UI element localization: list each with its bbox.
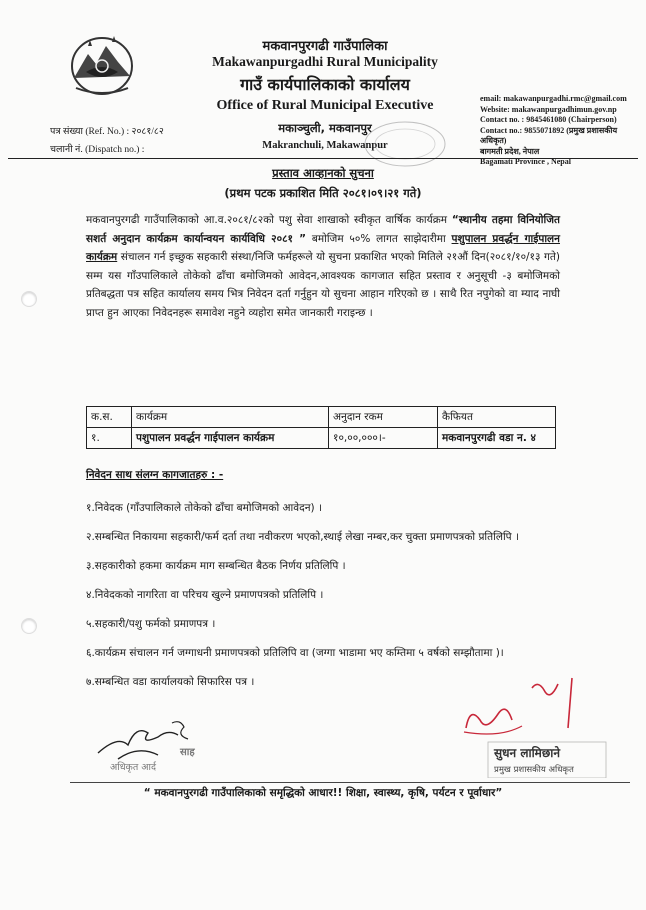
nepal-emblem-icon	[66, 32, 138, 98]
table-header: अनुदान रकम	[329, 407, 438, 428]
list-item: ४.निवेदकको नागरिता वा परिचय खुल्ने प्रमाणपत्रको प्रतिलिपि ।	[86, 589, 324, 601]
location-en: Makranchuli, Makawanpur	[262, 140, 388, 151]
list-item: ३.सहकारीको हकमा कार्यक्रम माग सम्बन्धित बैठक निर्णय प्रतिलिपि ।	[86, 560, 346, 572]
body-part-2: बमोजिम ५०% लागत साझेदारीमा	[306, 232, 452, 245]
location-np: मकाञ्चुली, मकवानपुर	[278, 121, 372, 135]
right-sign-title: प्रमुख प्रशासकीय अधिकृत	[494, 765, 574, 775]
body-part-3: संचालन गर्न इच्छुक सहकारी संस्था/निजि फर्महरूले यो सुचना प्रकाशित भएको मितिले २१औं दिन(२०८१/१०/१३ गते) सम्म यस गाँउपालिकाले तोकेको ढाँचा बमोजिमको आवेदन,आवश्यक कागजात सहित प्रस्ताव र अनुसूची -३ बमोजिमको प्रतिबद्धता पत्र सहित कार्यालय समय भित्र निवेदन दर्ता गर्नुहुन यो सुचना आहान गरिएको छ । साथै रित नपुगेको वा म्याद नाघी प्राप्त हुन आएका निवेदनहरू समावेश नहुने व्यहोरा समेत जानकारी गराइन्छ ।	[86, 251, 560, 319]
left-stamp-line1: साह	[180, 747, 195, 758]
punch-hole-bottom	[21, 618, 37, 634]
footer-slogan: “ मकवानपुरगढी गाउँपालिकाको समृद्धिको आधार!! शिक्षा, स्वास्थ्य, कृषि, पर्यटन र पूर्वाधार”	[143, 787, 503, 799]
table-row	[87, 428, 556, 449]
contact-block	[480, 94, 640, 168]
email-text: email: makawanpurgadhi.rmc@gmail.com	[480, 94, 627, 103]
province-en: Bagamati Province , Nepal	[480, 157, 571, 166]
contact-cao: Contact no.: 9855071892 (प्रमुख प्रशासकीय अधिकृत)	[480, 125, 618, 145]
table-cell: १.	[87, 428, 132, 449]
municipality-name-np: मकवानपुरगढी गाउँपालिका	[262, 39, 388, 54]
program-table	[86, 406, 556, 449]
list-item: ६.कार्यक्रम संचालन गर्न जग्गाधनी प्रमाणपत्रको प्रतिलिपि वा (जग्गा भाडामा भए कम्तिमा ५ वर्षको सम्झौतामा )।	[86, 647, 504, 659]
table-cell: मकवानपुरगढी वडा न. ४	[438, 428, 556, 449]
table-header: कार्यक्रम	[132, 407, 329, 428]
notice-body	[86, 211, 560, 323]
right-sign-name: सुधन लामिछाने	[494, 746, 561, 760]
table-cell: पशुपालन प्रवर्द्धन गाईपालन कार्यक्रम	[132, 428, 329, 449]
attachments-heading: निवेदन साथ संलग्न कागजातहरु : -	[86, 469, 224, 481]
list-item: ५.सहकारी/पशु फर्मको प्रमाणपत्र ।	[86, 618, 216, 630]
notice-title: प्रस्ताव आव्हानको सुचना	[272, 166, 374, 180]
right-signature-icon	[440, 668, 610, 778]
list-item: १.निवेदक (गाँउपालिकाले तोकेको ढाँचा बमोजिमको आवेदन) ।	[86, 502, 322, 514]
website-text: Website: makawanpurgadhimun.gov.np	[480, 104, 617, 114]
office-name-np: गाउँ कार्यपालिकाको कार्यालय	[240, 75, 410, 94]
province-np: बागमती प्रदेश, नेपाल	[480, 146, 540, 156]
round-stamp-icon	[360, 118, 450, 170]
body-program-name: पशुपालन प्रवर्द्धन गाईपालन कार्यक्रम	[86, 232, 560, 264]
footer-divider	[70, 782, 630, 783]
municipality-name-en: Makawanpurgadhi Rural Municipality	[212, 54, 438, 69]
table-header-row	[87, 407, 556, 428]
ref-number: पत्र संख्या (Ref. No.) : २०८१/८२	[50, 127, 164, 137]
left-stamp-line2: अधिकृत आर्द	[110, 762, 157, 773]
dispatch-number: चलानी नं. (Dispatch no.) :	[50, 145, 145, 155]
office-name-en: Office of Rural Municipal Executive	[216, 98, 434, 113]
body-procedure-title: “स्थानीय तहमा विनियोजित सशर्त अनुदान कार्यक्रम कार्यान्वयन कार्यविधि २०८१ ”	[86, 214, 560, 245]
list-item: ७.सम्बन्धित वडा कार्यालयको सिफारिस पत्र ।	[86, 676, 255, 688]
body-part-1: मकवानपुरगढी गाउँपालिकाको आ.व.२०८१/८२को पशु सेवा शाखाको स्वीकृत वार्षिक कार्यक्रम	[86, 214, 452, 226]
table-cell: १०,००,०००।-	[329, 428, 438, 449]
table-header: क.स.	[87, 407, 132, 428]
list-item: २.सम्बन्धित निकायमा सहकारी/फर्म दर्ता तथा नवीकरण भएको,स्थाई लेखा नम्बर,कर चुक्ता प्रमाणपत्रको प्रतिलिपि ।	[86, 531, 519, 543]
table-header: कैफियत	[438, 407, 556, 428]
header-divider	[8, 158, 638, 159]
punch-hole-top	[21, 291, 37, 307]
contact-chair: Contact no. : 9845461080 (Chairperson)	[480, 115, 617, 124]
notice-subtitle: (प्रथम पटक प्रकाशित मिति २०८१।०९।२१ गते)	[224, 186, 422, 200]
